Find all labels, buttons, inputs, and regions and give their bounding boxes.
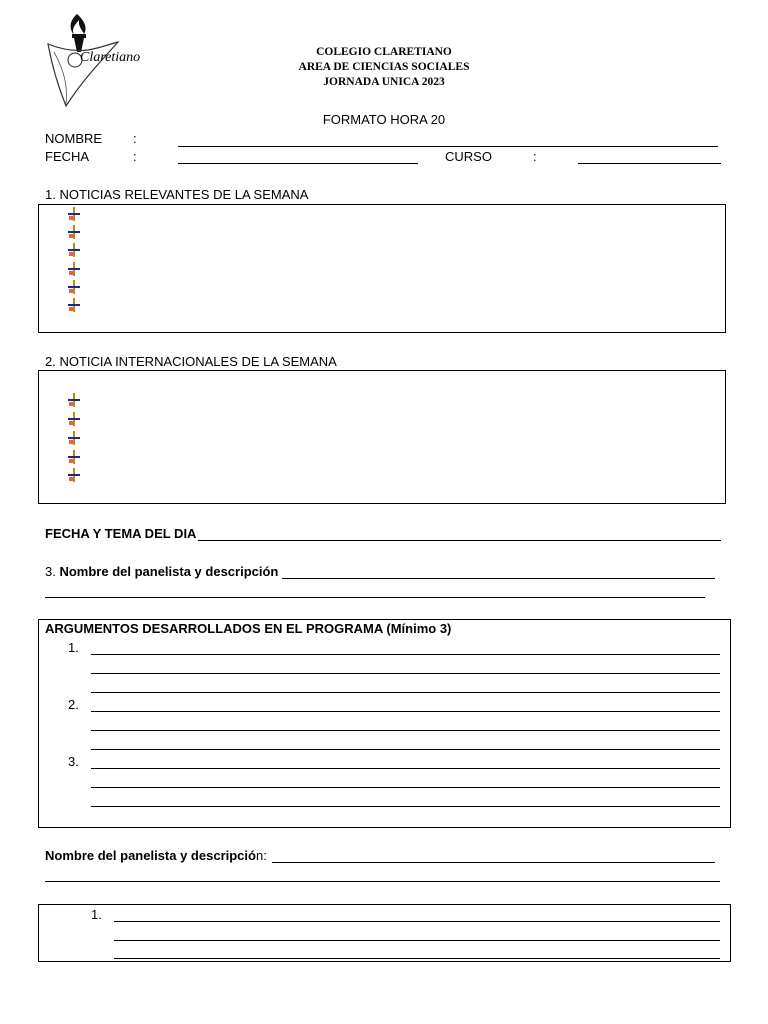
bullet-icon <box>68 207 80 221</box>
panelista2-field[interactable] <box>272 862 715 863</box>
curso-label: CURSO <box>445 149 492 164</box>
argument-3-line-1[interactable] <box>91 768 720 769</box>
last-line-1[interactable] <box>114 921 720 922</box>
bullet-icon <box>68 450 80 464</box>
argument-3-line-2[interactable] <box>91 787 720 788</box>
curso-field[interactable] <box>578 163 721 164</box>
section2-title: 2. NOTICIA INTERNACIONALES DE LA SEMANA <box>45 354 337 369</box>
argument-2-line-3[interactable] <box>91 749 720 750</box>
bullet-icon <box>68 243 80 257</box>
panelista-field-2[interactable] <box>45 597 705 598</box>
panelista-label: 3. Nombre del panelista y descripción <box>45 564 279 579</box>
last-box <box>38 904 731 962</box>
fecha-label: FECHA <box>45 149 90 164</box>
school-name: COLEGIO CLARETIANO <box>316 46 452 58</box>
panelista2-label-rest: n: <box>255 848 267 863</box>
argument-3-line-3[interactable] <box>91 806 720 807</box>
panelista2-label-bold: Nombre del panelista y descripció <box>45 848 256 863</box>
bullet-icon <box>68 280 80 294</box>
bullet-icon <box>68 468 80 482</box>
argument-number-2: 2. <box>68 697 79 712</box>
logo-text: Claretiano <box>80 50 141 65</box>
last-number-1: 1. <box>91 907 102 922</box>
argument-1-line-1[interactable] <box>91 654 720 655</box>
bullet-icon <box>68 393 80 407</box>
last-line-3[interactable] <box>114 958 720 959</box>
argumentos-box <box>38 619 731 828</box>
argument-number-1: 1. <box>68 640 79 655</box>
panelista-field[interactable] <box>282 578 715 579</box>
panelista2-field-2[interactable] <box>45 881 720 882</box>
argument-1-line-2[interactable] <box>91 673 720 674</box>
section1-box[interactable] <box>38 204 726 333</box>
argument-2-line-2[interactable] <box>91 730 720 731</box>
nombre-colon: : <box>133 131 137 146</box>
last-line-2[interactable] <box>114 940 720 941</box>
bullet-icon <box>68 225 80 239</box>
bullet-icon <box>68 298 80 312</box>
section2-box[interactable] <box>38 370 726 504</box>
panelista2-label <box>45 848 267 863</box>
argument-number-3: 3. <box>68 754 79 769</box>
bullet-icon <box>68 412 80 426</box>
fecha-colon: : <box>133 149 137 164</box>
jornada: JORNADA UNICA 2023 <box>323 76 445 88</box>
curso-colon: : <box>533 149 537 164</box>
section1-title: 1. NOTICIAS RELEVANTES DE LA SEMANA <box>45 187 309 202</box>
fecha-tema-label: FECHA Y TEMA DEL DIA <box>45 526 197 541</box>
panelista-label-text: Nombre del panelista y descripción <box>59 564 279 579</box>
fecha-field[interactable] <box>178 163 418 164</box>
argument-2-line-1[interactable] <box>91 711 720 712</box>
argument-1-line-3[interactable] <box>91 692 720 693</box>
argumentos-title: ARGUMENTOS DESARROLLADOS EN EL PROGRAMA (Mínimo 3) <box>45 621 452 636</box>
bullet-icon <box>68 431 80 445</box>
format-title: FORMATO HORA 20 <box>322 112 446 127</box>
area-name: AREA DE CIENCIAS SOCIALES <box>298 61 470 73</box>
nombre-field[interactable] <box>178 146 718 147</box>
bullet-icon <box>68 262 80 276</box>
nombre-label: NOMBRE <box>45 131 103 146</box>
fecha-tema-field[interactable] <box>198 540 721 541</box>
